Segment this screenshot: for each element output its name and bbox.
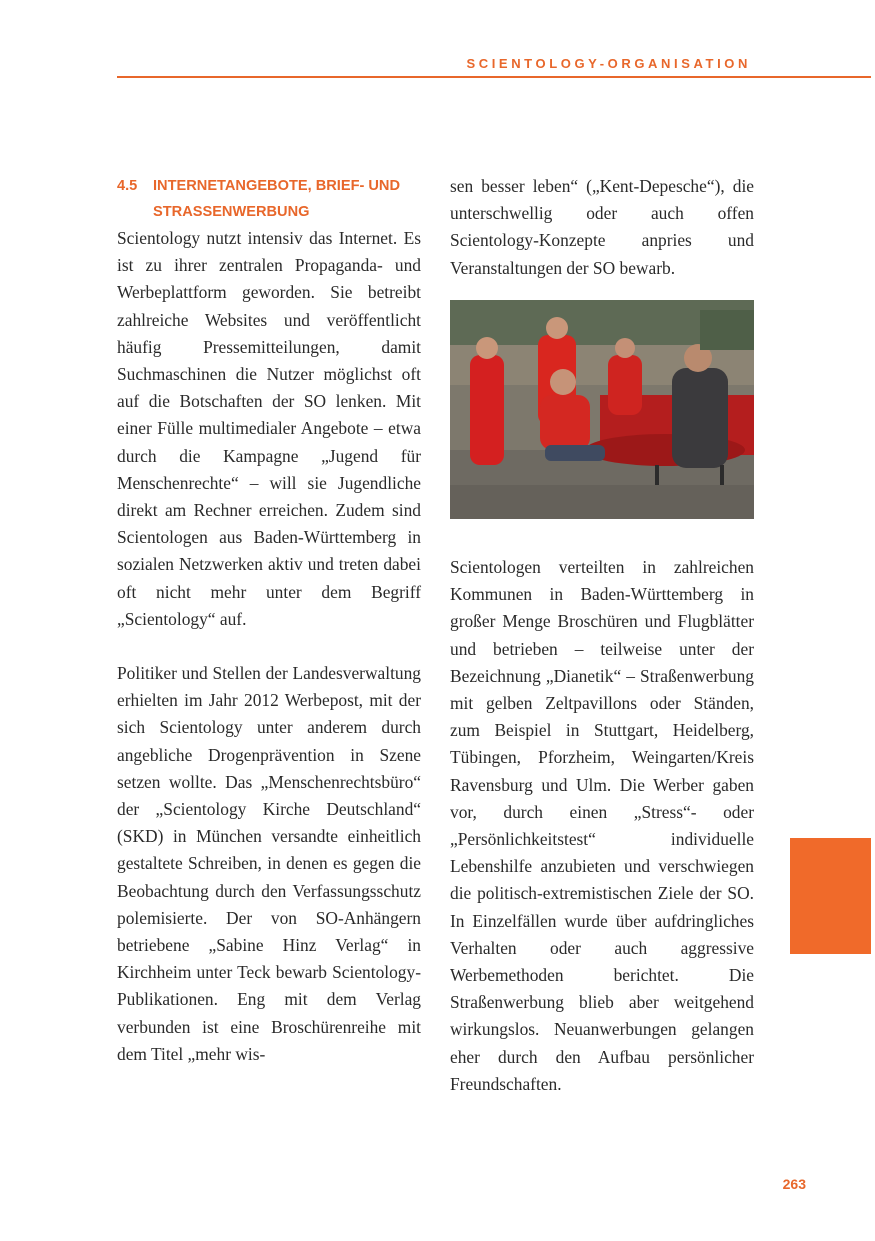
continuation-paragraph: sen besser leben“ („Kent-Depesche“), die unterschwellig oder auch offen Scientology-Konzepte anpries und Veranstaltungen der SO bewarb. <box>450 176 754 278</box>
body-paragraph: Scientologen verteilten in zahlreichen Kommunen in Baden-Württemberg in großer Menge Broschüren und Flugblätter und betrieben – teilweise unter der Bezeichnung „Dianetik“ – Straßenwerbung mit gelben Zeltpavillons oder Ständen, zum Beispiel in Stuttgart, Heidelberg, Tübingen, Pforzheim, Weingarten/Kreis Ravensburg und Ulm. Die Werber gaben vor, durch einen „Stress“- oder „Persönlichkeitstest“ individuelle Lebenshilfe anzubieten und verschwiegen die politisch-extremistischen Ziele der SO. In Einzelfällen wurde über aufdringliches Verhalten oder auch aggressive Werbemethoden berichtet. Die Straßenwerbung blieb aber weitgehend wirkungslos. Neuanwerbungen gelangen eher durch den Aufbau persönlicher Freundschaften. <box>450 557 754 1094</box>
left-column <box>117 173 421 1068</box>
page-header <box>0 0 875 90</box>
section-heading <box>117 173 421 225</box>
right-column <box>450 173 754 282</box>
page-number: 263 <box>782 1176 806 1192</box>
body-paragraph: Scientology nutzt intensiv das Internet. Es ist zu ihrer zentralen Propaganda- und Werbeplattform geworden. Sie betreibt zahlreiche Websites und veröffentlicht häufig Pressemitteilungen, damit Suchmaschinen die Nutzer möglichst oft auf die Botschaften der SO lenken. Mit einer Fülle multimedialer Angebote – etwa durch die Kampagne „Jugend für Menschenrechte“ – will sie Jugendliche direkt am Rechner erreichen. Zudem sind Scientologen aus Baden-Württemberg in sozialen Netzwerken aktiv und treten dabei oft nicht mehr unter dem Begriff „Scientology“ auf. <box>117 228 421 629</box>
running-title: SCIENTOLOGY-ORGANISATION <box>466 56 751 71</box>
body-paragraph: Politiker und Stellen der Landesverwaltung erhielten im Jahr 2012 Werbepost, mit der sich Scientology unter anderem durch angebliche Drogenprävention in Szene setzen wollte. Das „Menschenrechtsbüro“ der „Scientology Kirche Deutschland“ (SKD) in München versandte einheitlich gestaltete Schreiben, in denen es gegen die Beobachtung durch den Verfassungsschutz polemisierte. Der von SO-Anhängern betriebene „Sabine Hinz Verlag“ in Kirchheim unter Teck bewarb Scientology-Publikationen. Eng mit dem Verlag verbunden ist eine Broschürenreihe mit dem Titel „mehr wis- <box>117 663 421 1064</box>
section-title: INTERNETANGEBOTE, BRIEF- UND STRASSENWERBUNG <box>153 178 401 220</box>
header-rule <box>117 76 871 78</box>
street-promotion-photo <box>450 300 754 519</box>
right-column-lower <box>450 554 754 1098</box>
section-number: 4.5 <box>117 178 138 194</box>
chapter-tab-marker <box>790 838 871 954</box>
